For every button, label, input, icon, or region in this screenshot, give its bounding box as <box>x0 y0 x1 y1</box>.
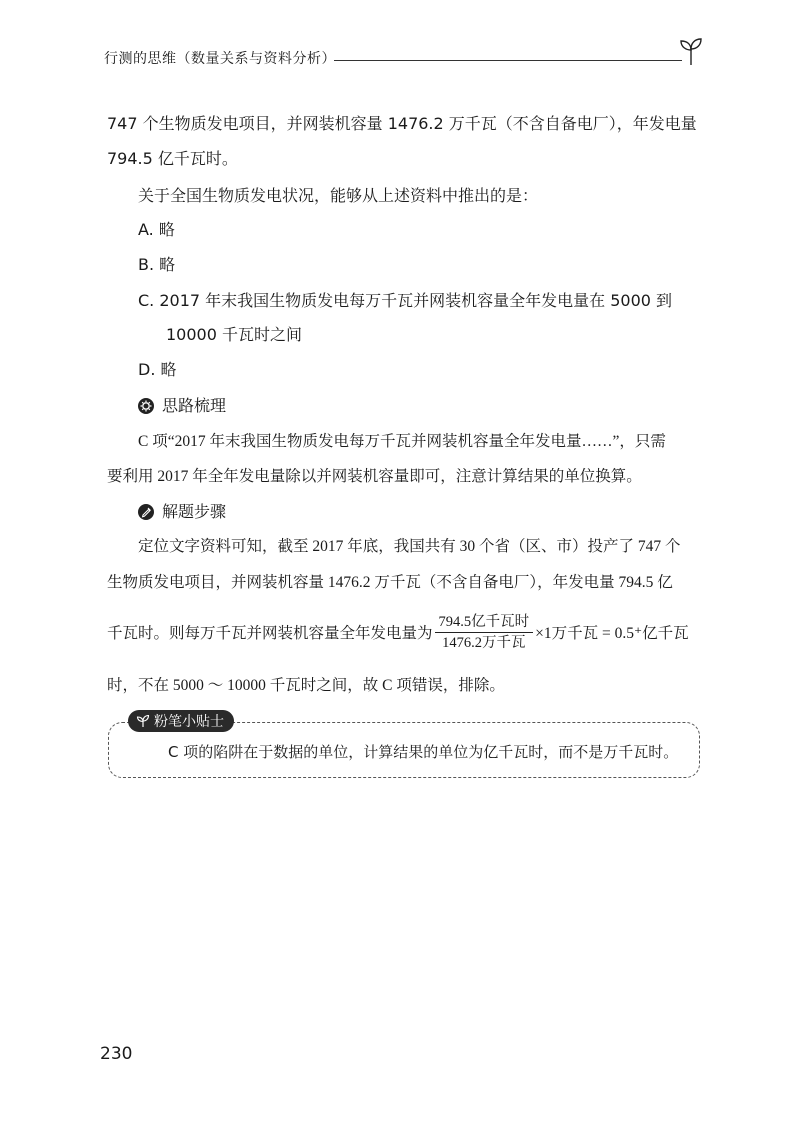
body-line-2: 794.5 亿千瓦时。 <box>107 149 238 168</box>
page-number: 230 <box>100 1044 133 1064</box>
pencil-badge-icon <box>138 504 154 520</box>
gear-badge-icon <box>138 398 154 414</box>
tip-sprout-icon <box>136 714 150 728</box>
option-c-line-2: 10000 千瓦时之间 <box>166 325 302 344</box>
solution-heading <box>138 500 226 524</box>
solution-line-1: 定位文字资料可知，截至 2017 年底，我国共有 30 个省（区、市）投产了 747 个 <box>138 538 681 555</box>
calculation-line <box>107 604 689 660</box>
tip-tag <box>128 710 234 732</box>
fraction-numerator: 794.5亿千瓦时 <box>438 613 530 630</box>
tip-text: C 项的陷阱在于数据的单位，计算结果的单位为亿千瓦时，而不是万千瓦时。 <box>168 743 679 761</box>
calc-suffix: ×1万千瓦 = 0.5⁺亿千瓦 <box>535 625 689 642</box>
analysis-line-2: 要利用 2017 年全年发电量除以并网装机容量即可，注意计算结果的单位换算。 <box>107 468 642 485</box>
option-b: B. 略 <box>138 255 176 274</box>
solution-line-4: 时，不在 5000 ～ 10000 千瓦时之间，故 C 项错误，排除。 <box>107 677 505 694</box>
option-a: A. 略 <box>138 220 175 239</box>
fraction-denominator: 1476.2万千瓦 <box>442 634 526 651</box>
option-c-line-1: C. 2017 年末我国生物质发电每万千瓦并网装机容量全年发电量在 5000 到 <box>138 291 673 310</box>
sprout-icon <box>678 37 704 67</box>
solution-title: 解题步骤 <box>162 502 227 521</box>
body-line-1: 747 个生物质发电项目，并网装机容量 1476.2 万千瓦（不含自备电厂），年发电量 <box>107 114 697 133</box>
solution-line-2: 生物质发电项目，并网装机容量 1476.2 万千瓦（不含自备电厂），年发电量 794.5 亿 <box>107 574 673 591</box>
header-rule <box>334 60 682 61</box>
tip-tag-label: 粉笔小贴士 <box>154 714 224 730</box>
fraction <box>435 612 534 653</box>
option-d: D. 略 <box>138 360 177 379</box>
running-title: 行测的思维（数量关系与资料分析） <box>104 51 336 67</box>
question-stem: 关于全国生物质发电状况，能够从上述资料中推出的是： <box>138 186 539 205</box>
analysis-line-1: C 项“2017 年末我国生物质发电每万千瓦并网装机容量全年发电量……”，只需 <box>138 433 666 450</box>
running-header <box>104 49 704 73</box>
analysis-heading <box>138 394 226 418</box>
analysis-title: 思路梳理 <box>162 396 227 415</box>
calc-prefix: 千瓦时。则每万千瓦并网装机容量全年发电量为 <box>107 625 433 642</box>
